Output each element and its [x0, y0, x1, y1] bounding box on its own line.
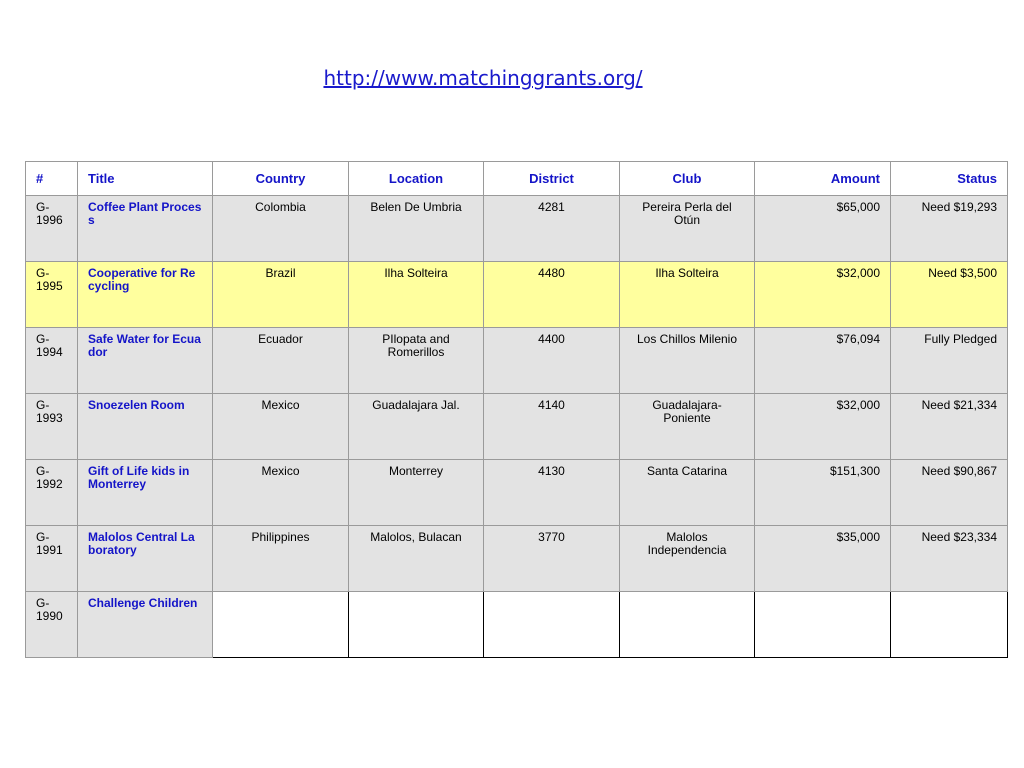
cell-status: Need $19,293	[891, 196, 1008, 262]
cell-country	[213, 592, 349, 658]
cell-title-link[interactable]: Gift of Life kids in Monterrey	[78, 460, 213, 526]
table-row	[26, 196, 1008, 262]
cell-num	[26, 592, 78, 658]
cell-location: Monterrey	[349, 460, 484, 526]
cell-district	[484, 592, 620, 658]
num-prefix: G-	[36, 530, 50, 544]
header-num[interactable]: #	[26, 162, 78, 196]
header-status[interactable]: Status	[891, 162, 1008, 196]
cell-district: 4480	[484, 262, 620, 328]
table-header-row	[26, 162, 1008, 196]
cell-status: Need $90,867	[891, 460, 1008, 526]
cell-country: Colombia	[213, 196, 349, 262]
cell-country: Ecuador	[213, 328, 349, 394]
cell-amount: $76,094	[755, 328, 891, 394]
cell-location: Guadalajara Jal.	[349, 394, 484, 460]
table-row	[26, 592, 1008, 658]
cell-amount: $35,000	[755, 526, 891, 592]
table-row	[26, 262, 1008, 328]
num-prefix: G-	[36, 398, 50, 412]
cell-title-link[interactable]: Safe Water for Ecuador	[78, 328, 213, 394]
header-club[interactable]: Club	[620, 162, 755, 196]
cell-district: 4281	[484, 196, 620, 262]
cell-num	[26, 460, 78, 526]
cell-amount: $32,000	[755, 262, 891, 328]
cell-club: Guadalajara-Poniente	[620, 394, 755, 460]
cell-amount: $65,000	[755, 196, 891, 262]
cell-title-link[interactable]: Challenge Children	[78, 592, 213, 658]
table-row	[26, 460, 1008, 526]
cell-num	[26, 328, 78, 394]
num-value: 1995	[36, 279, 63, 293]
num-prefix: G-	[36, 266, 50, 280]
header-location[interactable]: Location	[349, 162, 484, 196]
table-row	[26, 526, 1008, 592]
header-country[interactable]: Country	[213, 162, 349, 196]
header-district[interactable]: District	[484, 162, 620, 196]
grants-table	[25, 161, 1008, 658]
num-value: 1992	[36, 477, 63, 491]
num-value: 1991	[36, 543, 63, 557]
cell-location	[349, 592, 484, 658]
num-prefix: G-	[36, 596, 50, 610]
cell-location: Belen De Umbria	[349, 196, 484, 262]
cell-num	[26, 526, 78, 592]
table-row	[26, 328, 1008, 394]
cell-district: 4400	[484, 328, 620, 394]
cell-location: PIlopata and Romerillos	[349, 328, 484, 394]
num-prefix: G-	[36, 200, 50, 214]
cell-country: Mexico	[213, 460, 349, 526]
cell-country: Philippines	[213, 526, 349, 592]
cell-title-link[interactable]: Cooperative for Recycling	[78, 262, 213, 328]
cell-amount: $32,000	[755, 394, 891, 460]
cell-country: Brazil	[213, 262, 349, 328]
cell-status: Need $21,334	[891, 394, 1008, 460]
cell-title-link[interactable]: Malolos Central Laboratory	[78, 526, 213, 592]
cell-district: 4130	[484, 460, 620, 526]
cell-num	[26, 394, 78, 460]
table-row	[26, 394, 1008, 460]
num-value: 1990	[36, 609, 63, 623]
cell-status: Need $3,500	[891, 262, 1008, 328]
cell-club: Malolos Independencia	[620, 526, 755, 592]
cell-location: Ilha Solteira	[349, 262, 484, 328]
cell-amount	[755, 592, 891, 658]
cell-club: Santa Catarina	[620, 460, 755, 526]
cell-title-link[interactable]: Coffee Plant Process	[78, 196, 213, 262]
cell-district: 3770	[484, 526, 620, 592]
cell-location: Malolos, Bulacan	[349, 526, 484, 592]
cell-status: Need $23,334	[891, 526, 1008, 592]
num-value: 1994	[36, 345, 63, 359]
cell-num	[26, 196, 78, 262]
cell-status	[891, 592, 1008, 658]
cell-club: Los Chillos Milenio	[620, 328, 755, 394]
header-amount[interactable]: Amount	[755, 162, 891, 196]
cell-amount: $151,300	[755, 460, 891, 526]
num-value: 1996	[36, 213, 63, 227]
cell-num	[26, 262, 78, 328]
cell-country: Mexico	[213, 394, 349, 460]
cell-club	[620, 592, 755, 658]
cell-status: Fully Pledged	[891, 328, 1008, 394]
cell-district: 4140	[484, 394, 620, 460]
num-value: 1993	[36, 411, 63, 425]
num-prefix: G-	[36, 464, 50, 478]
cell-club: Ilha Solteira	[620, 262, 755, 328]
page-link[interactable]: http://www.matchinggrants.org/	[323, 66, 643, 90]
num-prefix: G-	[36, 332, 50, 346]
cell-club: Pereira Perla del Otún	[620, 196, 755, 262]
header-title[interactable]: Title	[78, 162, 213, 196]
cell-title-link[interactable]: Snoezelen Room	[78, 394, 213, 460]
